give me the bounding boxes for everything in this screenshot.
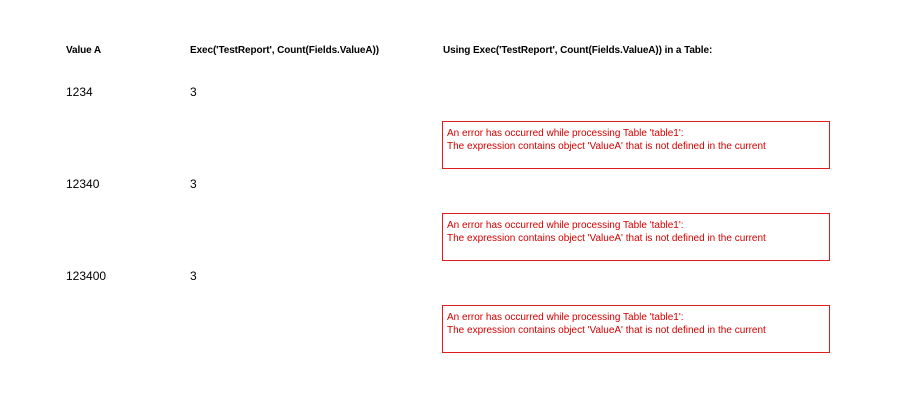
row-3-error-line-2: The expression contains object 'ValueA' that is not defined in the current [447,325,766,336]
row-3-error-box [442,305,830,353]
row-2-error-box [442,213,830,261]
row-2-error-line-2: The expression contains object 'ValueA' that is not defined in the current [447,233,766,244]
header-exec-count: Exec('TestReport', Count(Fields.ValueA)) [190,45,379,56]
row-2-count: 3 [190,177,197,191]
row-1-value-a: 1234 [66,85,93,99]
row-3-value-a: 123400 [66,269,107,283]
row-1-count: 3 [190,85,197,99]
header-value-a: Value A [66,45,102,56]
row-1-error-box [442,121,830,169]
row-3-count: 3 [190,269,197,283]
row-1-error-line-2: The expression contains object 'ValueA' that is not defined in the current [447,141,766,152]
row-2-error-line-1: An error has occurred while processing Table 'table1': [447,220,684,231]
row-1-error-line-1: An error has occurred while processing Table 'table1': [447,128,684,139]
header-exec-in-table: Using Exec('TestReport', Count(Fields.ValueA)) in a Table: [443,45,713,56]
row-2-value-a: 12340 [66,177,100,191]
row-3-error-line-1: An error has occurred while processing Table 'table1': [447,312,684,323]
